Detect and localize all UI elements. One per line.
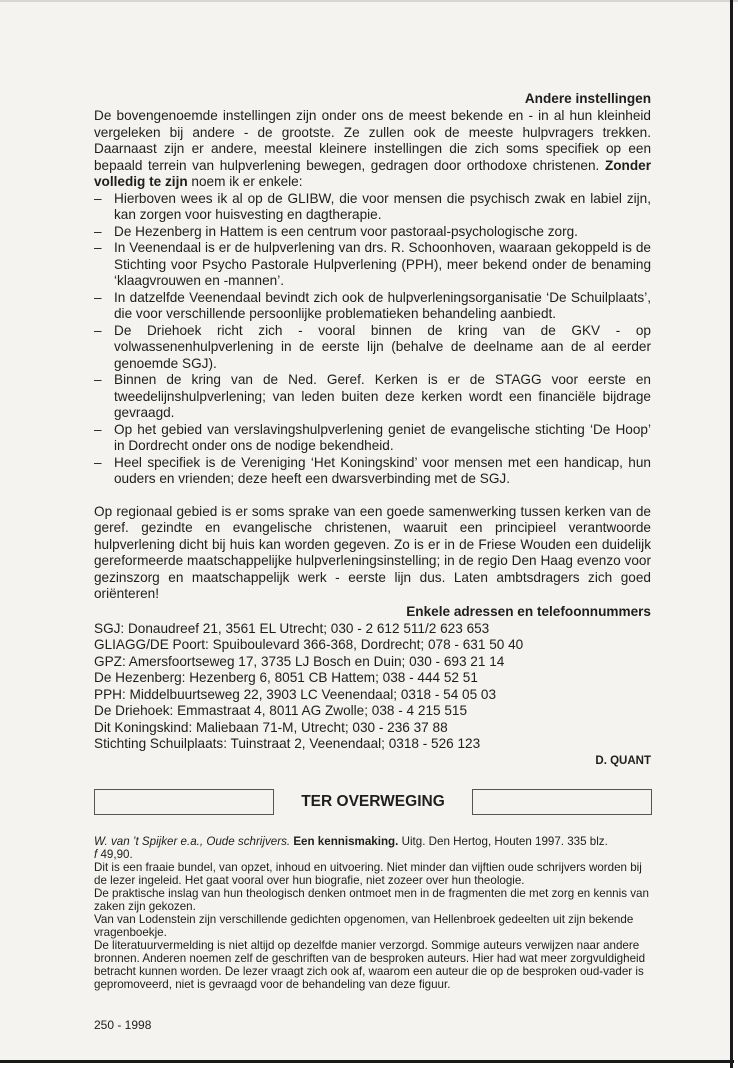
list-item: – In Veenendaal is er de hulpverlening van drs. R. Schoonhoven, waaraan gekoppeld is de Stichting voor Psycho Pastorale Hulpverlening (PPH), meer bekend onder de benaming ‘klaagvrouwen en -mannen’. — [94, 240, 651, 290]
banner-frame-left — [94, 789, 274, 815]
list-item: – Hierboven wees ik al op de GLIBW, die voor mensen die psychisch zwak en labiel zijn, kan zorgen voor huisvesting en dagtherapie. — [94, 191, 651, 224]
regional-paragraph: Op regionaal gebied is er soms sprake van een goede samenwerking tussen kerken van de geref. gezindte en evangelische christenen, waaruit een principieel verantwoorde hulpverlening dicht bij huis kan worden gegeven. Zo is er in de Friese Wouden een duidelijk gereformeerde maatschappelijke hulpverleningsinstelling; in de regio Den Haag evenzo voor gezinszorg en maatschappelijk werk - eerste lijn dus. Laten ambtsdragers zich goed oriënteren! — [94, 503, 651, 601]
ter-overweging-banner — [94, 787, 652, 817]
bold-phrase: Zonder volledig te zijn — [94, 157, 652, 189]
after-bold-text: noem ik er enkele: — [187, 174, 303, 189]
citation-subtitle: Een kennismaking. — [293, 835, 399, 848]
review-paragraph: De literatuurvermelding is niet altijd op dezelfde manier verzorgd. Sommige auteurs verwijzen naar andere bronnen. Anderen noemen zelf de geschriften van de besproken auteurs. Hier had wat meer zorgvuldigheid betracht kunnen worden. De lezer vraagt zich ook af, waarom een auteur die op de besproken oud-vader is gepromoveerd, niet is gevraagd voor de behandeling van deze figuur. — [94, 939, 646, 991]
address-line: PPH: Middelbuurtseweg 22, 3903 LC Veenendaal; 0318 - 54 05 03 — [94, 686, 497, 702]
scan-right-edge — [730, 0, 733, 1068]
address-line: De Hezenberg: Hezenberg 6, 8051 CB Hattem; 038 - 444 52 51 — [94, 670, 478, 685]
institution-list — [94, 191, 651, 488]
list-item: – De Driehoek richt zich - vooral binnen de kring van de GKV - op volwassenenhulpverlening in de eerste lijn (behalve de deelname aan de al eerder genoemde SGJ). — [94, 323, 651, 373]
author-signature: D. QUANT — [595, 754, 651, 767]
address-line: SGJ: Donaudreef 21, 3561 EL Utrecht; 030 - 2 612 511/2 623 653 — [94, 620, 490, 636]
list-item: – In datzelfde Veenendaal bevindt zich ook de hulpverleningsorganisatie ‘De Schuilplaats’, die voor verschillende persoonlijke problematieken behandeling aanbiedt. — [94, 290, 651, 323]
scan-top-edge — [0, 0, 738, 2]
review-column — [94, 835, 651, 991]
list-item: – De Hezenberg in Hattem is een centrum voor pastoraal-psychologische zorg. — [94, 224, 651, 241]
intro-paragraph — [94, 108, 651, 191]
price-amount: 49,90. — [97, 848, 133, 861]
address-line: Dit Koningskind: Maliebaan 71-M, Utrecht; 030 - 236 37 88 — [94, 719, 448, 735]
address-list — [94, 621, 651, 753]
address-line: Stichting Schuilplaats: Tuinstraat 2, Veenendaal; 0318 - 526 123 — [94, 736, 481, 751]
section-heading-andere-instellingen: Andere instellingen — [524, 91, 651, 106]
review-paragraph: De praktische inslag van hun theologisch denken ontmoet men in de fragmenten die met zorg en kennis van zaken zijn gekozen. — [94, 887, 649, 913]
section-heading-adressen: Enkele adressen en telefoonnummers — [406, 603, 651, 619]
main-column — [94, 90, 651, 767]
page-number: 250 - 1998 — [94, 1018, 152, 1032]
book-citation — [94, 835, 651, 861]
list-item: – Binnen de kring van de Ned. Geref. Kerken is er de STAGG voor eerste en tweedelijnshulpverlening; van leden buiten deze kerken wordt een financiële bijdrage gevraagd. — [94, 372, 651, 422]
ter-overweging-title: TER OVERWEGING — [301, 793, 445, 810]
citation-author-title: W. van ’t Spijker e.a., Oude schrijvers. — [94, 835, 291, 848]
list-item: – Heel specifiek is de Vereniging ‘Het Koningskind’ voor mensen met een handicap, hun ouders en vrienden; deze heeft een dwarsverbinding met de SGJ. — [94, 455, 651, 488]
review-paragraph: Dit is een fraaie bundel, van opzet, inhoud en uitvoering. Niet minder dan vijftien oude schrijvers worden bij de lezer ingeleid. Het gaat vooral over hun biografie, niet zozeer over hun theologie. — [94, 861, 642, 887]
citation-publisher: Uitg. Den Hertog, Houten 1997. 335 blz. — [401, 835, 608, 848]
address-line: GLIAGG/DE Poort: Spuiboulevard 366-368, Dordrecht; 078 - 631 50 40 — [94, 637, 524, 652]
address-line: De Driehoek: Emmastraat 4, 8011 AG Zwolle; 038 - 4 215 515 — [94, 703, 468, 718]
intro-text: De bovengenoemde instellingen zijn onder ons de meest bekende en - in al hun kleinheid vergeleken bij andere - de grootste. Ze zullen ook de meeste hulpvragers trekken. Daarnaast zijn er andere, meestal kleinere instellingen die zich soms specifiek op een bepaald terrein van hulpverlening bewegen, gedragen door orthodoxe christenen. — [94, 108, 651, 173]
review-paragraph: Van van Lodenstein zijn verschillende gedichten opgenomen, van Hellenbroek gedeelten uit zijn bekende vragenboekje. — [94, 913, 634, 939]
scan-bottom-edge — [0, 1060, 734, 1063]
price-currency: f — [94, 848, 98, 861]
list-item: – Op het gebied van verslavingshulpverlening geniet de evangelische stichting ‘De Hoop’ in Dordrecht onder ons de nodige bekendheid. — [94, 422, 651, 455]
banner-frame-right — [472, 789, 652, 815]
address-line: GPZ: Amersfoortseweg 17, 3735 LJ Bosch en Duin; 030 - 693 21 14 — [94, 653, 505, 669]
